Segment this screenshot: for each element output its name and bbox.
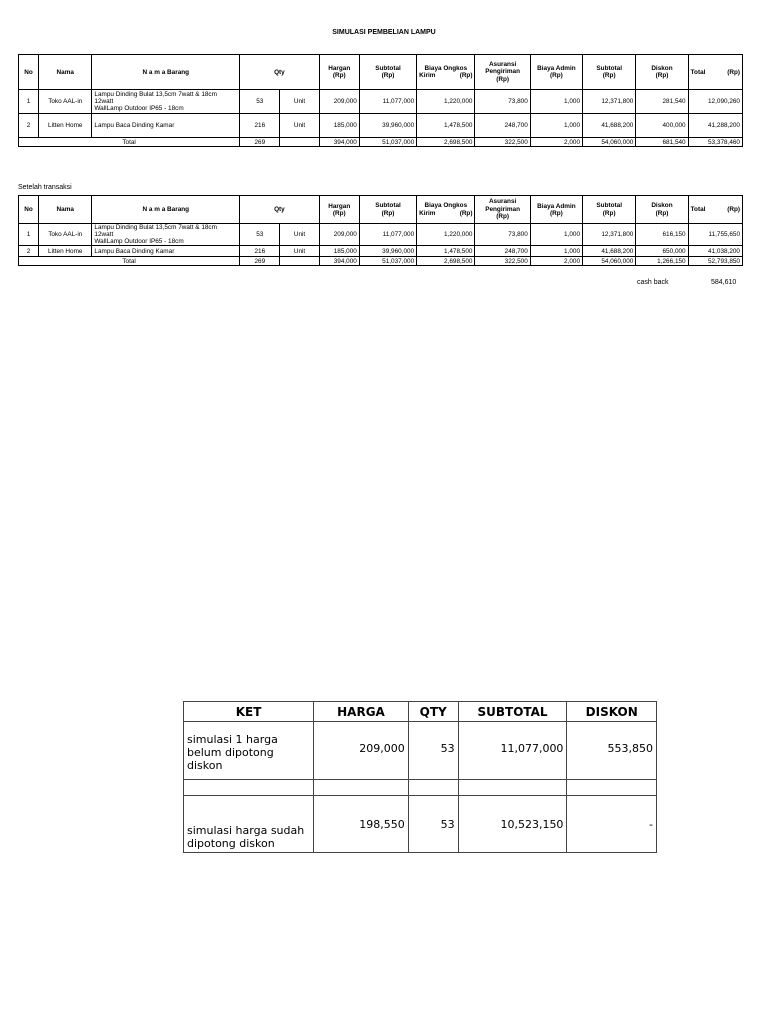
header-subtotal-line2: (Rp) (381, 72, 395, 79)
total-total: 52,793,850 (688, 257, 742, 266)
header-diskon-line2: (Rp) (655, 209, 669, 217)
sim-empty-cell (408, 780, 458, 796)
after-transaction-label: Setelah transaksi (18, 184, 72, 191)
cell-subtotal: 11,077,000 (359, 90, 416, 114)
cell-total: 41,288,200 (688, 114, 742, 138)
header-barang: N a m a Barang (92, 55, 240, 90)
sim-ket-line2: belum dipotong (187, 746, 274, 760)
total-qty: 269 (240, 257, 280, 266)
header-diskon-line1: Diskon (651, 64, 673, 72)
table-row (19, 246, 743, 257)
header-barang: N a m a Barang (92, 196, 240, 224)
total-harga: 394,000 (319, 138, 359, 147)
cell-harga: 185,000 (319, 246, 359, 257)
cell-no: 1 (19, 224, 39, 246)
simulation-row (184, 796, 657, 853)
header-diskon (636, 55, 688, 90)
simulation-table (183, 701, 657, 853)
cell-harga: 209,000 (319, 90, 359, 114)
total-diskon: 1,266,150 (636, 257, 688, 266)
cell-asuransi: 73,800 (475, 90, 530, 114)
total-subtotal: 51,037,000 (359, 138, 416, 147)
header-ongkos-unit: (Rp) (459, 72, 473, 79)
sim-ket (184, 722, 314, 780)
header-asuransi-line2: Pengiriman (485, 68, 521, 76)
total-label: Total (19, 257, 240, 266)
header-asuransi-line3: (Rp) (496, 213, 509, 221)
cell-unit: Unit (280, 90, 319, 114)
cell-subtotal: 39,960,000 (359, 246, 416, 257)
sim-diskon: - (567, 796, 657, 853)
table-row (19, 90, 743, 114)
header-subtotal (359, 55, 416, 90)
cell-nama: Litten Home (39, 246, 92, 257)
header-no: No (19, 196, 39, 224)
simulation-header-row (184, 702, 657, 722)
cell-unit: Unit (280, 246, 319, 257)
cell-barang: Lampu Baca Dinding Kamar (92, 246, 240, 257)
cell-asuransi: 73,800 (475, 224, 530, 246)
cell-harga: 185,000 (319, 114, 359, 138)
cell-unit: Unit (280, 114, 319, 138)
header-total (688, 196, 742, 224)
total-subtotal: 51,037,000 (359, 257, 416, 266)
header-subtotal-line1: Subtotal (375, 202, 401, 210)
sim-empty-cell (567, 780, 657, 796)
cell-barang (92, 224, 240, 246)
sim-diskon: 553,850 (567, 722, 657, 780)
cell-barang-line2: WallLamp Outdoor IP65 - 18cm (94, 238, 184, 246)
header-subtotal-line2: (Rp) (381, 209, 395, 217)
header-qty: Qty (240, 55, 319, 90)
sim-qty: 53 (408, 796, 458, 853)
cell-harga: 209,000 (319, 224, 359, 246)
sim-ket-line1: simulasi 1 harga (187, 733, 278, 747)
total-admin: 2,000 (530, 138, 582, 147)
header-ongkos (417, 196, 475, 224)
total-subtotal2: 54,060,000 (583, 257, 636, 266)
header-ongkos-line2: Kirim (419, 209, 436, 217)
cell-total: 41,038,200 (688, 246, 742, 257)
cell-barang-line1: Lampu Dinding Bulat 13,5cm 7watt & 18cm 12watt (94, 224, 217, 239)
cell-qty: 216 (240, 114, 280, 138)
sim-subtotal: 10,523,150 (458, 796, 567, 853)
header-subtotal2-line2: (Rp) (602, 209, 616, 217)
cell-admin: 1,000 (530, 246, 582, 257)
cell-nama: Toko AAL-in (39, 90, 92, 114)
cashback-value: 584,610 (711, 279, 737, 286)
simulation-empty-row (184, 780, 657, 796)
header-ongkos-unit: (Rp) (459, 209, 473, 217)
header-subtotal2-line2: (Rp) (602, 72, 616, 79)
header-total (688, 55, 742, 90)
header-nama: Nama (39, 55, 92, 90)
cell-subtotal2: 41,688,200 (583, 246, 636, 257)
header-total-unit: (Rp) (727, 206, 740, 213)
header-harga: Hargan (Rp) (319, 55, 359, 90)
header-asuransi (475, 55, 530, 90)
header-ongkos (417, 55, 475, 90)
cell-subtotal2: 12,371,800 (583, 224, 636, 246)
sim-harga: 198,550 (314, 796, 409, 853)
cell-qty: 216 (240, 246, 280, 257)
cell-admin: 1,000 (530, 90, 582, 114)
sim-header-harga: HARGA (314, 702, 409, 722)
header-asuransi-line2: Pengiriman (485, 205, 521, 213)
total-ongkos: 2,698,500 (417, 257, 475, 266)
cell-subtotal2: 41,688,200 (583, 114, 636, 138)
table-header-row (19, 196, 743, 224)
cell-barang (92, 90, 240, 114)
header-ongkos-line2: Kirim (419, 72, 436, 79)
cell-diskon: 281,540 (636, 90, 688, 114)
cell-no: 2 (19, 246, 39, 257)
cell-qty: 53 (240, 224, 280, 246)
header-diskon-line2: (Rp) (655, 72, 669, 79)
header-diskon (636, 196, 688, 224)
cell-total: 11,755,650 (688, 224, 742, 246)
header-harga: Hargan (Rp) (319, 196, 359, 224)
cell-admin: 1,000 (530, 224, 582, 246)
cell-subtotal: 39,960,000 (359, 114, 416, 138)
header-subtotal2-line1: Subtotal (596, 202, 622, 210)
sim-header-diskon: DISKON (567, 702, 657, 722)
cell-asuransi: 248,700 (475, 246, 530, 257)
total-admin: 2,000 (530, 257, 582, 266)
cell-ongkos: 1,220,000 (417, 90, 475, 114)
cell-barang-line1: Lampu Dinding Bulat 13,5cm 7watt & 18cm 12watt (94, 90, 217, 105)
cashback-label: cash back (637, 279, 669, 286)
sim-header-ket: KET (184, 702, 314, 722)
total-asuransi: 322,500 (475, 138, 530, 147)
header-ongkos-line1: Biaya Ongkos (424, 64, 468, 72)
cell-admin: 1,000 (530, 114, 582, 138)
sim-ket-line1: simulasi harga sudah (187, 824, 305, 837)
table-total-row (19, 138, 743, 147)
header-total-label: Total (690, 68, 706, 76)
header-subtotal-line1: Subtotal (375, 64, 401, 72)
table-header-row (19, 55, 743, 90)
total-unit-empty (280, 257, 319, 266)
header-admin: Biaya Admin (Rp) (530, 55, 582, 90)
total-ongkos: 2,698,500 (417, 138, 475, 147)
cell-unit: Unit (280, 224, 319, 246)
cell-nama: Litten Home (39, 114, 92, 138)
table-total-row (19, 257, 743, 266)
header-qty: Qty (240, 196, 319, 224)
sim-empty-cell (314, 780, 409, 796)
cell-no: 1 (19, 90, 39, 114)
table-row (19, 224, 743, 246)
total-subtotal2: 54,060,000 (583, 138, 636, 147)
page-title: SIMULASI PEMBELIAN LAMPU (332, 29, 436, 36)
sim-subtotal: 11,077,000 (458, 722, 567, 780)
header-asuransi-line1: Asuransi (488, 198, 517, 206)
cell-qty: 53 (240, 90, 280, 114)
cell-ongkos: 1,220,000 (417, 224, 475, 246)
cell-ongkos: 1,478,500 (417, 114, 475, 138)
cell-asuransi: 248,700 (475, 114, 530, 138)
header-subtotal2 (583, 55, 636, 90)
sim-header-qty: QTY (408, 702, 458, 722)
cell-nama: Toko AAL-in (39, 224, 92, 246)
sim-ket-line2: dipotong diskon (187, 837, 275, 850)
total-diskon: 681,540 (636, 138, 688, 147)
simulation-row (184, 722, 657, 780)
sim-empty-cell (458, 780, 567, 796)
header-subtotal (359, 196, 416, 224)
header-asuransi-line1: Asuransi (488, 60, 517, 68)
sim-harga: 209,000 (314, 722, 409, 780)
total-unit-empty (280, 138, 319, 147)
cell-barang-line2: WallLamp Outdoor IP65 - 18cm (94, 105, 184, 113)
sim-header-subtotal: SUBTOTAL (458, 702, 567, 722)
header-admin: Biaya Admin (Rp) (530, 196, 582, 224)
cell-no: 2 (19, 114, 39, 138)
cell-subtotal2: 12,371,800 (583, 90, 636, 114)
header-asuransi-line3: (Rp) (496, 75, 509, 83)
cell-diskon: 400,000 (636, 114, 688, 138)
cell-diskon: 650,000 (636, 246, 688, 257)
header-no: No (19, 55, 39, 90)
purchase-table-after (18, 195, 743, 266)
cell-ongkos: 1,478,500 (417, 246, 475, 257)
total-asuransi: 322,500 (475, 257, 530, 266)
cell-barang: Lampu Baca Dinding Kamar (92, 114, 240, 138)
header-subtotal2-line1: Subtotal (596, 64, 622, 72)
header-diskon-line1: Diskon (651, 202, 673, 210)
table-row (19, 114, 743, 138)
header-asuransi (475, 196, 530, 224)
purchase-table-before (18, 54, 743, 147)
cell-diskon: 616,150 (636, 224, 688, 246)
cell-total: 12,090,260 (688, 90, 742, 114)
sim-ket (184, 796, 314, 853)
sim-empty-cell (184, 780, 314, 796)
total-harga: 394,000 (319, 257, 359, 266)
header-subtotal2 (583, 196, 636, 224)
header-ongkos-line1: Biaya Ongkos (424, 202, 468, 210)
sim-qty: 53 (408, 722, 458, 780)
header-total-label: Total (690, 206, 706, 213)
total-label: Total (19, 138, 240, 147)
total-total: 53,378,460 (688, 138, 742, 147)
header-nama: Nama (39, 196, 92, 224)
sim-ket-line3: diskon (187, 759, 223, 773)
total-qty: 269 (240, 138, 280, 147)
header-total-unit: (Rp) (727, 68, 740, 76)
cell-subtotal: 11,077,000 (359, 224, 416, 246)
